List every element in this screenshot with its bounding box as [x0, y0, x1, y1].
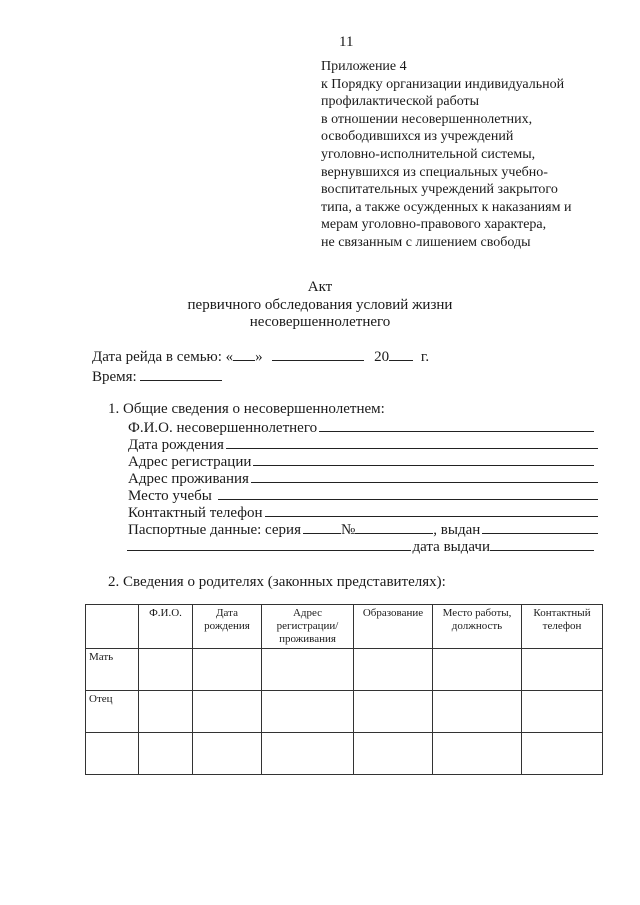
appendix-line: профилактической работы — [321, 94, 480, 110]
issuer-blank[interactable] — [127, 537, 411, 551]
table-cell[interactable] — [522, 691, 603, 733]
study-label: Место учебы — [128, 488, 212, 504]
quote-open: « — [225, 349, 234, 365]
table-cell[interactable] — [354, 649, 433, 691]
live-blank[interactable] — [251, 469, 598, 483]
issue-date-label: дата выдачи — [412, 539, 490, 555]
year-blank[interactable] — [389, 347, 413, 361]
live-label: Адрес проживания — [128, 471, 249, 487]
day-blank[interactable] — [233, 347, 255, 361]
appendix-line: мерам уголовно-правового характера, — [321, 217, 547, 233]
parents-table-wrap — [85, 604, 603, 775]
table-cell[interactable] — [193, 691, 262, 733]
appendix-line: в отношении несовершеннолетних, — [321, 111, 533, 127]
table-cell[interactable] — [522, 733, 603, 775]
appendix-line: освободившихся из учреждений — [321, 129, 514, 145]
year-prefix: 20 — [374, 349, 390, 365]
passport-date-field — [127, 537, 594, 556]
number-sign: № — [340, 522, 356, 538]
section1-title: 1. Общие сведения о несовершеннолетнем: — [108, 401, 385, 417]
time-blank[interactable] — [140, 367, 222, 381]
appendix-line: Приложение 4 — [321, 59, 407, 74]
header-cell-work: Место работы, должность — [433, 605, 522, 649]
issued-blank[interactable] — [482, 520, 598, 534]
table-header-row — [86, 605, 603, 649]
raid-info — [92, 347, 429, 387]
title-line: первичного обследования условий жизни — [187, 296, 453, 313]
quote-close: » — [255, 349, 263, 365]
fio-label: Ф.И.О. несовершеннолетнего — [128, 420, 318, 436]
header-cell-blank — [86, 605, 139, 649]
header-cell-phone: Контактный телефон — [522, 605, 603, 649]
table-cell[interactable] — [193, 733, 262, 775]
title-line: Акт — [307, 279, 333, 295]
document-title — [0, 279, 640, 332]
header-cell-address: Адрес регистрации/ проживания — [262, 605, 354, 649]
section2-title: 2. Сведения о родителях (законных представителях): — [108, 574, 446, 590]
study-blank[interactable] — [218, 486, 598, 500]
table-cell[interactable] — [522, 649, 603, 691]
issued-label: , выдан — [433, 522, 481, 538]
table-cell[interactable] — [139, 649, 193, 691]
table-row — [86, 691, 603, 733]
phone-label: Контактный телефон — [128, 505, 263, 521]
row-label-mother: Мать — [86, 649, 139, 691]
table-cell[interactable] — [433, 733, 522, 775]
table-cell[interactable] — [262, 691, 354, 733]
appendix-line: вернувшихся из специальных учебно- — [321, 164, 548, 180]
table-cell[interactable] — [262, 733, 354, 775]
page-number: 11 — [339, 34, 354, 50]
passport-number-blank[interactable] — [355, 520, 433, 534]
birth-blank[interactable] — [226, 435, 598, 449]
reg-label: Адрес регистрации — [128, 454, 252, 470]
month-blank[interactable] — [272, 347, 364, 361]
fio-blank[interactable] — [319, 418, 594, 432]
row-label-empty — [86, 733, 139, 775]
appendix-line: уголовно-исполнительной системы, — [321, 146, 536, 162]
table-row — [86, 733, 603, 775]
table-cell[interactable] — [433, 691, 522, 733]
table-cell[interactable] — [193, 649, 262, 691]
table-cell[interactable] — [139, 733, 193, 775]
title-line: несовершеннолетнего — [249, 314, 391, 330]
table-cell[interactable] — [433, 649, 522, 691]
raid-time-label: Время: — [92, 369, 137, 385]
header-cell-education: Образование — [354, 605, 433, 649]
table-cell[interactable] — [139, 691, 193, 733]
raid-date-row — [92, 347, 429, 367]
table-cell[interactable] — [354, 691, 433, 733]
appendix-line: воспитательных учреждений закрытого — [321, 182, 558, 198]
appendix-block — [321, 58, 621, 252]
table-cell[interactable] — [262, 649, 354, 691]
reg-blank[interactable] — [253, 452, 594, 466]
passport-series-blank[interactable] — [303, 520, 341, 534]
header-cell-fio: Ф.И.О. — [139, 605, 193, 649]
phone-blank[interactable] — [265, 503, 599, 517]
appendix-line: не связанным с лишением свободы — [321, 234, 531, 250]
issue-date-blank[interactable] — [490, 537, 594, 551]
passport-label: Паспортные данные: серия — [128, 522, 301, 538]
raid-time-row — [92, 367, 429, 387]
row-label-father: Отец — [86, 691, 139, 733]
table-cell[interactable] — [354, 733, 433, 775]
birth-label: Дата рождения — [128, 437, 224, 453]
header-cell-birth: Дата рождения — [193, 605, 262, 649]
table-row — [86, 649, 603, 691]
parents-table — [85, 604, 603, 775]
year-suffix: г. — [420, 349, 430, 365]
appendix-line: типа, а также осужденных к наказаниям и — [321, 199, 572, 215]
raid-date-label: Дата рейда в семью: — [92, 349, 222, 365]
appendix-line: к Порядку организации индивидуальной — [321, 76, 565, 92]
